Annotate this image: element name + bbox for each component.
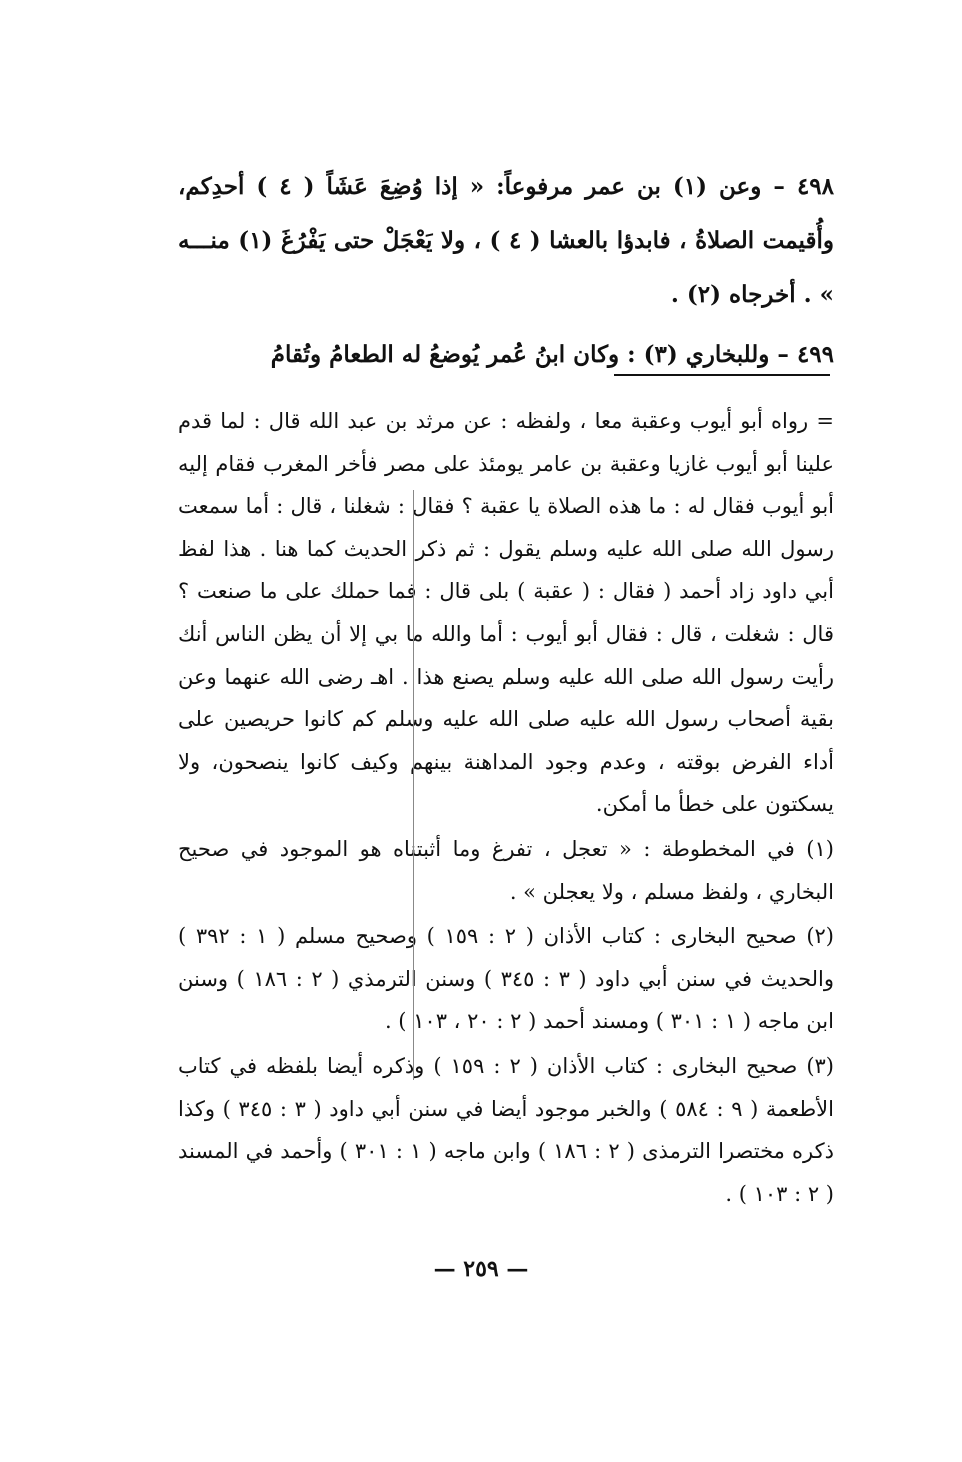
hadith-498: ٤٩٨ – وعن (١) بن عمر مرفوعاً: « إذا وُضِعَ عَشَاً ( ٤ ) أحدِكم، وأُقيمت الصلاةُ ، فابدؤا بالعشا ( ٤ ) ، ولا يَعْجَلْ حتى يَفْرُغَ (١) منـــه » . أخرجاه (٢) . xyxy=(178,173,834,308)
main-text-block xyxy=(178,160,834,382)
footnote-separator xyxy=(614,374,830,376)
page-number: — ٢٥٩ — xyxy=(433,1256,529,1282)
hadith-499: ٤٩٩ – وللبخاري (٣) : وكان ابنُ عُمر يُوضعُ له الطعامُ وتُقامُ xyxy=(270,341,834,368)
footnote-2: (٢) صحيح البخارى : كتاب الأذان ( ٢ : ١٥٩ ) وصحيح مسلم ( ١ : ٣٩٢ ) والحديث في سنن أبي داود ( ٣ : ٣٤٥ ) وسنن الترمذي ( ٢ : ١٨٦ ) وسنن ابن ماجه ( ١ : ٣٠١ ) ومسند أحمد ( ٢ : ٢٠ ، ١٠٣ ) . xyxy=(178,924,835,1034)
footnote-3: (٣) صحيح البخارى : كتاب الأذان ( ٢ : ١٥٩ ) وذكره أيضا بلفظه في كتاب الأطعمة ( ٩ : ٥٨٤ ) والخبر موجود أيضا في سنن أبي داود ( ٣ : ٣٤٥ ) وكذا ذكره مختصرا الترمذى ( ٢ : ١٨٦ ) وابن ماجه ( ١ : ٣٠١ ) وأحمد في المسند ( ٢ : ١٠٣ ) . xyxy=(178,1053,834,1206)
footnotes-block xyxy=(178,400,834,1215)
scan-fold-line xyxy=(413,490,414,1080)
footnote-1: (١) في المخطوطة : « تعجل ، تفرغ وما أثبتناه هو الموجود في صحيح البخاري ، ولفظ مسلم ، ولا يعجلن » . xyxy=(178,836,834,904)
footnote-continuation: = رواه أبو أيوب وعقبة معا ، ولفظه : عن مرثد بن عبد الله قال : لما قدم علينا أبو أيوب غازيا وعقبة بن عامر يومئذ على مصر فأخر المغرب فقام إليه أبو أيوب فقال له : ما هذه الصلاة يا عقبة ؟ فقال : شغلنا ، قال : أما سمعت رسول الله صلى الله عليه وسلم يقول : ثم ذكر الحديث كما هنا . هذا لفظ أبي داود زاد أحمد ( فقال : ( عقبة ) بلى قال : فما حملك على ما صنعت ؟ قال : شغلت ، قال : فقال أبو أيوب : أما والله ما بي إلا أن يظن الناس أنك رأيت رسول الله صلى الله عليه وسلم يصنع هذا . اهـ رضى الله عنهما وعن بقية أصحاب رسول الله عليه صلى الله عليه وسلم كم كانوا حريصين على أداء الفرض بوقته ، وعدم وجود المداهنة بينهم وكيف كانوا ينصحون، ولا يسكتون على خطأ ما أمكن. xyxy=(178,409,834,817)
